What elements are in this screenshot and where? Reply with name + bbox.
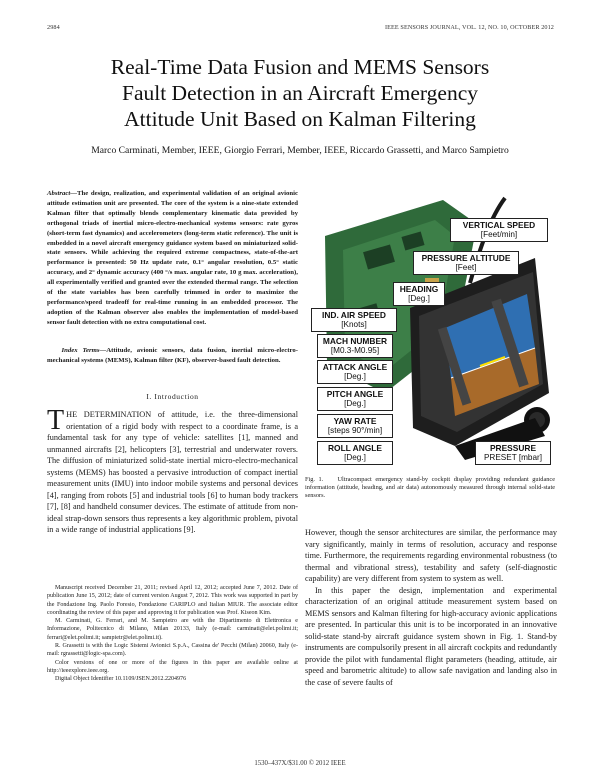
label-pitch-angle: PITCH ANGLE [Deg.] [317, 387, 393, 411]
abstract-label: Abstract— [47, 190, 78, 197]
footnotes [47, 584, 298, 684]
footnote: M. Carminati, G. Ferrari, and M. Sampietro are with the Dipartimento di Elettronica e Informazione, Politecnico di Milano, Milan 20133, Italy (e-mail: carminati@elet.polimi.it; ferrari@elet.polimi.it; sampietr@elet.polimi.it). [47, 618, 298, 641]
label-mach-number: MACH NUMBER [M0.3-M0.95] [317, 334, 393, 358]
label-heading: HEADING [Deg.] [393, 282, 445, 306]
index-terms [47, 346, 298, 366]
intro-text: of attitude, i.e. the three-dimensional orientation of a rigid body with respect to a coordinate frame, is a fundamental task for any type of vehicle: satellites [1], manned and unmanned aircrafts [2], helicopters [3], terrestrial and underwater rovers. The diffusion of miniaturized solid-state inertial micro-electro-mechanical systems (MEMS) has boosted a pervasive introduction of compact inertial measurement units (IMU) into indoor mobile systems and personal devices [4], ranging from robots [5] and industrial tools [6] to human body trackers [7], [8] and handheld consumer devices. The estimate of attitude from non-ideal strap-down sensors thus represents a key algorithmic problem, pivotal in a wide range of industrial applications [9]. [47, 410, 298, 534]
paper-title [40, 54, 560, 132]
abstract [47, 189, 298, 328]
index-terms-label: Index Terms— [61, 347, 107, 354]
figure-caption-text: Ultracompact emergency stand-by cockpit display providing redundant guidance information (attitude, heading, and air data) autonomously measured through internal solid-state sensors. [305, 476, 555, 500]
body-paragraph: In this paper the design, implementation and experimental characterization of an original attitude measurement system based on MEMS sensors and Kalman filtering for high-accuracy avionic applications are presented. In particular this unit is to be incorporated in an innovative solid-state stand-by aircraft guidance system shown in Fig. 1. Stand-by instruments are compulsorily present in all aircraft cockpits and redundantly provide the pilot with fundamental flight parameters (heading, attitude, air speed and barometric altitude) to allow safe navigation and landing also in the case of severe faults of [305, 585, 557, 687]
section-heading: I. Introduction [146, 392, 199, 401]
label-yaw-rate: YAW RATE [steps 90°/min] [317, 414, 393, 438]
body-paragraph: However, though the sensor architectures are similar, the performance may vary significantly, mainly in terms of resolution, accuracy and response time. Furthermore, the requirements regarding environmental robustness (to thermal and vibrational stress), testability and safety (self-diagnostic capability) are very different from system to system as well. [305, 528, 557, 583]
figure-1 [305, 188, 555, 468]
label-vertical-speed: VERTICAL SPEED [Feet/min] [450, 218, 548, 242]
title-line: Attitude Unit Based on Kalman Filtering [124, 107, 476, 131]
title-line: Real-Time Data Fusion and MEMS Sensors [110, 55, 490, 79]
footnote: R. Grassetti is with the Logic Sistemi Avionici S.p.A., Cassina de' Pecchi (Milan) 20060, Italy (e-mail: rgrassetti@logic-spa.com). [47, 643, 298, 658]
index-terms-text: Attitude, avionic sensors, data fusion, inertial micro-electro-mechanical systems (MEMS), Kalman filter (KF), observer-based fault detection. [47, 347, 298, 364]
abstract-text: The design, realization, and experimental validation of an original avionic attitude estimation unit are presented. The core of the system is a nine-state extended Kalman filter that optimally blends complementary kinematic data provided by orthogonal triads of inertial micro-electro-mechanical systems sensors: rate gyros (short-term fast dynamics) and accelerometers (long-term static reference). The unit is embedded in a novel aircraft emergency guidance system based on miniaturized solid-state sensors. While achieving the required extreme compactness, state-of-the-art performance is presented: 50 Hz update rate, 0.1° angular resolution, 0.5° static accuracy, and 2° dynamic accuracy (400 °/s max. angular rate, 10 g max. acceleration), all experimentally verified and granted over the extended thermal range. The selection of the state variables has been carefully trimmed in order to maximize the performance/speed tradeoff for real-time running in an embedded processor. The adoption of the Kalman observer also enables the implementation of model-based sensor fault detection with no extra computational cost. [47, 190, 298, 326]
footnote: Digital Object Identifier 10.1109/JSEN.2012.2204976 [55, 676, 187, 683]
intro-first-word: HE DETERMINATION [66, 410, 152, 419]
figure-caption-label: Fig. 1. [305, 476, 324, 483]
footnote: Manuscript received December 21, 2011; revised April 12, 2012; accepted June 7, 2012. Date of publication June 15, 2012; date of current version August 7, 2012. This work was supported in part by the Fondazione Ing. Paolo Foresio, Fondazione CARIPLO and Italian MIUR. The associate editor coordinating the review of this paper and approving it for publication was Prof. Kiseon Kim. [47, 585, 298, 616]
label-roll-angle: ROLL ANGLE [Deg.] [317, 441, 393, 465]
label-pressure-preset: PRESSURE PRESET [mbar] [475, 441, 551, 465]
footnote: Color versions of one or more of the figures in this paper are available online at http://ieeexplore.ieee.org. [47, 659, 298, 674]
drop-cap: T [47, 405, 65, 436]
right-column-body [305, 527, 557, 688]
figure-caption [305, 476, 555, 501]
title-line: Fault Detection in an Aircraft Emergency [121, 81, 479, 105]
page-number: 2984 [47, 24, 60, 31]
author-list: Marco Carminati, Member, IEEE, Giorgio Ferrari, Member, IEEE, Riccardo Grassetti, and Marco Sampietro [91, 145, 509, 156]
copyright-footer: 1530–437X/$31.00 © 2012 IEEE [254, 760, 346, 767]
intro-paragraph [47, 405, 298, 536]
label-ind-air-speed: IND. AIR SPEED [Knots] [311, 308, 397, 332]
label-attack-angle: ATTACK ANGLE [Deg.] [317, 360, 393, 384]
label-pressure-altitude: PRESSURE ALTITUDE [Feet] [413, 251, 519, 275]
running-header: IEEE SENSORS JOURNAL, VOL. 12, NO. 10, OCTOBER 2012 [384, 24, 554, 31]
